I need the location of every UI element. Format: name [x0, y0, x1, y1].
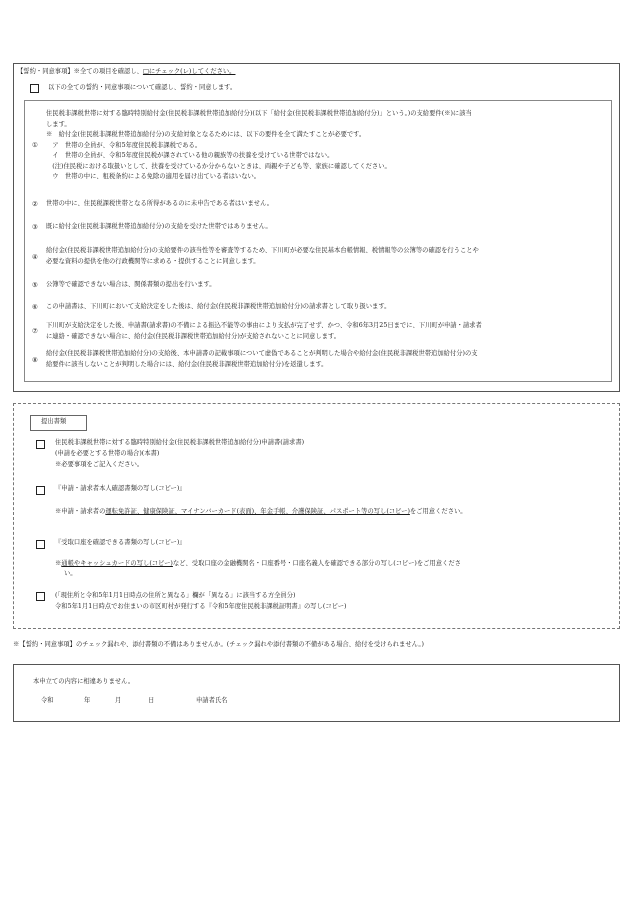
item-number-4: ④: [32, 253, 38, 261]
doc2-title: 『申請・請求者本人確認書類の写し(コピー)』: [55, 485, 186, 492]
consent-header-label: 【誓約・同意事項】: [17, 68, 74, 75]
consent-item-4: 給付金(住民税非課税世帯追加給付分)の支給要件の該当性等を審査等するため、下川町が必要な住民基本台帳情報、税情報等の公簿等の確認を行うことや 必要な資料の提供を他の行政機関等に求める・提供することに同意します。: [46, 247, 479, 265]
signature-year: 年: [84, 697, 91, 704]
item-number-2: ②: [32, 200, 38, 208]
consent-item-2: 世帯の中に、住民税課税世帯となる所得があるのに未申告である者はいません。: [46, 200, 274, 207]
doc3-note: ※通帳やキャッシュカードの写し(コピー)など、受取口座の金融機関名・口座番号・口座名義人を確認できる部分の写し(コピー)をご用意くださ: [55, 560, 461, 567]
doc1-line3: ※必要事項をご記入ください。: [55, 461, 144, 468]
consent-item-7: 下川町が支給決定をした後、申請書(請求書)の不備による振込不能等の事由により支払が完了せず、かつ、令和6年3月25日までに、下川町が申請・請求者 に連絡・確認できない場合に、給付金(住民税非課税世帯追加給付分)が支給されないことに同意します。: [46, 322, 482, 340]
applicant-name-label: 申請者氏名: [196, 697, 228, 704]
item-number-1: ①: [32, 141, 38, 149]
documents-title: 提出書類: [41, 418, 67, 425]
doc3-note-cont: い。: [64, 570, 77, 577]
item-number-6: ⑥: [32, 303, 38, 311]
doc1-line2: (申請を必要とする世帯の場合)(本書): [55, 450, 160, 457]
signature-statement: 本申立ての内容に相違ありません。: [33, 678, 135, 685]
agree-all-label: 以下の全ての誓約・同意事項について確認し、誓約・同意します。: [48, 84, 237, 91]
signature-month: 月: [115, 697, 122, 704]
doc2-note: ※申請・請求者の運転免許証、健康保険証、マイナンバーカード(表面)、年金手帳、介護保険証、パスポート等の写し(コピー)をご用意ください。: [55, 508, 467, 515]
doc4-checkbox[interactable]: [36, 592, 45, 601]
consent-item-8: 給付金(住民税非課税世帯追加給付分)の支給後、本申請書の記載事項について虚偽であることが判明した場合や給付金(住民税非課税世帯追加給付分)の支 給要件に該当しないことが判明した場合には、給付金(住民税非課税世帯追加給付分)を返還します。: [46, 350, 478, 368]
doc1-line1: 住民税非課税世帯に対する臨時特別給付金(住民税非課税世帯追加給付分)申請書(請求書): [55, 439, 305, 446]
doc1-checkbox[interactable]: [36, 440, 45, 449]
doc3-checkbox[interactable]: [36, 540, 45, 549]
footer-note: ※【誓約・同意事項】のチェック漏れや、添付書類の不備はありませんか。(チェック漏れや添付書類の不備がある場合、給付を受けられません。): [13, 641, 424, 648]
agree-all-checkbox[interactable]: [30, 84, 39, 93]
consent-header-underlined: □にチェック(レ)してください。: [142, 68, 236, 75]
doc4-line1: (「現住所と令和5年1月1日時点の住所と異なる」欄が「異なる」に該当する方全員分): [55, 592, 296, 599]
signature-day: 日: [148, 697, 155, 704]
doc2-checkbox[interactable]: [36, 486, 45, 495]
doc4-line2: 令和5年1月1日時点でお住まいの市区町村が発行する『令和5年度住民税非課税証明書』の写し(コピー): [55, 603, 347, 610]
item-number-5: ⑤: [32, 281, 38, 289]
consent-item-3: 既に給付金(住民税非課税世帯追加給付分)の支給を受けた世帯ではありません。: [46, 223, 272, 230]
consent-item-1: 住民税非課税世帯に対する臨時特別給付金(住民税非課税世帯追加給付分)(以下「給付金(住民税非課税世帯追加給付分)」という。)の支給要件(※)に該当 します。 ※ 給付金(住民税非課税世帯追加給付分)の支給対象となるためには、以下の要件を全て満たすことが必要です。 ア 世帯の全員が、令和5年度住民税非課税である。 イ 世帯の全員が、令和5年度住民税が課されている他の親族等の扶養を受けている世帯ではない。 (注)住民税における取扱いとして、扶養を受けているか分からないときは、両親や子ども等、家族に確認してください。 ウ 世帯の中に、租税条約による免除の適用を届け出ている者はいない。: [46, 110, 472, 180]
signature-era: 令和: [41, 697, 54, 704]
item-number-3: ③: [32, 223, 38, 231]
signature-box: [13, 664, 620, 722]
doc3-title: 『受取口座を確認できる書類の写し(コピー)』: [55, 539, 186, 546]
item-number-7: ⑦: [32, 327, 38, 335]
item-number-8: ⑧: [32, 356, 38, 364]
consent-item-5: 公簿等で確認できない場合は、関係書類の提出を行います。: [46, 281, 216, 288]
consent-header-text: ※全ての項目を確認し、: [73, 68, 143, 75]
consent-header: [17, 67, 235, 77]
consent-item-6: この申請書は、下川町において支給決定をした後は、給付金(住民税非課税世帯追加給付分)の請求書として取り扱います。: [46, 303, 391, 310]
